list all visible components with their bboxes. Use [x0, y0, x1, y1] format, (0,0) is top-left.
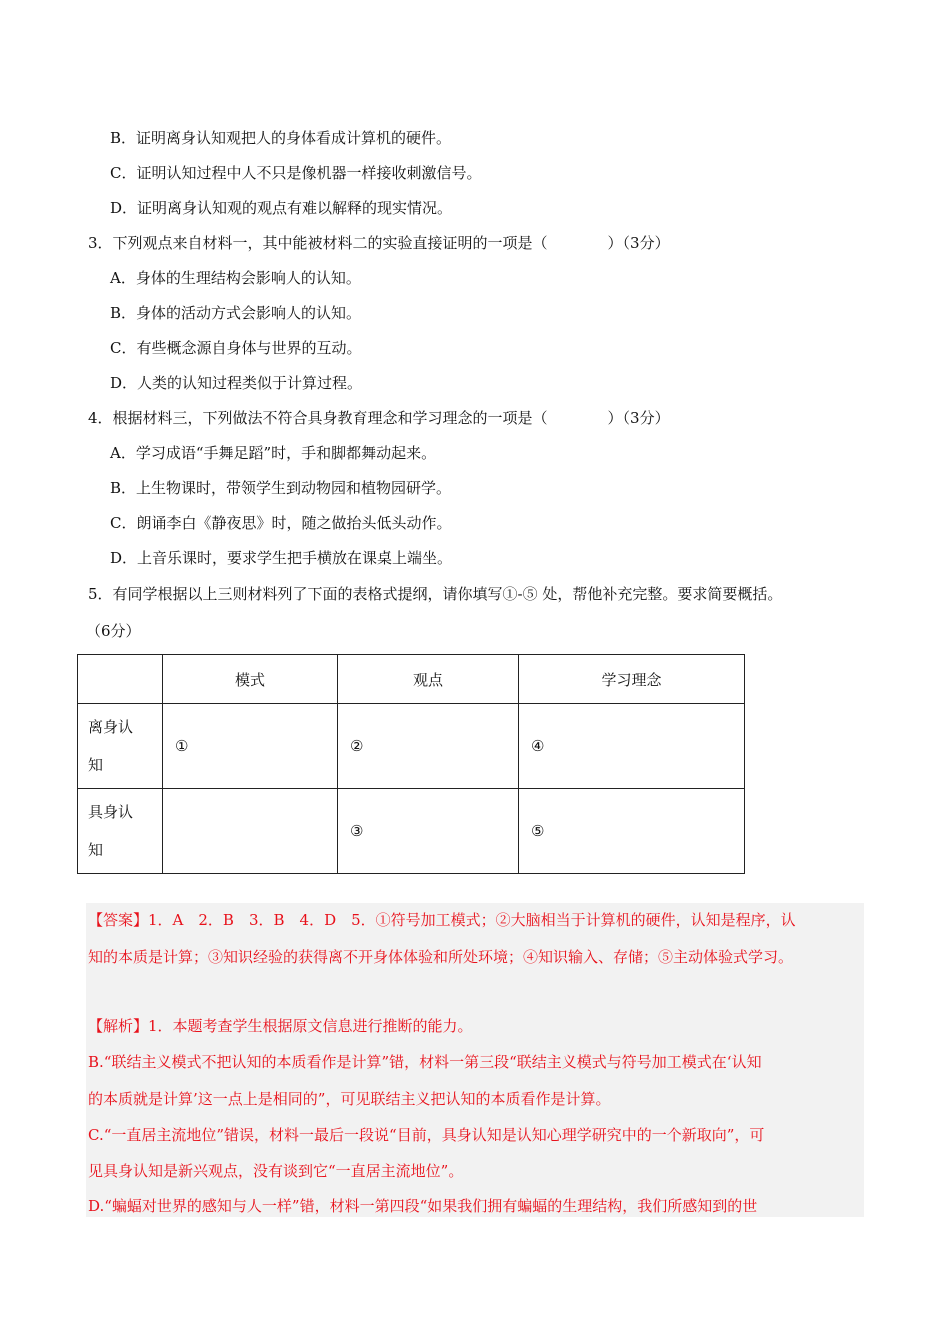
analysis-line-6: D.“蝙蝠对世界的感知与人一样”错，材料一第四段“如果我们拥有蝙蝠的生理结构，我们所感知到的世	[88, 1197, 758, 1215]
answer-line-2: 知的本质是计算；③知识经验的获得离不开身体体验和所处环境；④知识输入、存储；⑤主动体验式学习。	[88, 948, 794, 966]
table-header-row	[78, 655, 745, 704]
analysis-line-5: 见具身认知是新兴观点，没有谈到它“一直居主流地位”。	[88, 1162, 464, 1180]
q5-stem: 5．有同学根据以上三则材料列了下面的表格式提纲，请你填写①-⑤ 处，帮他补充完整。要求简要概括。	[88, 585, 783, 603]
table-row	[78, 789, 745, 874]
table-header-cell: 学习理念	[519, 655, 745, 704]
table-header-cell: 观点	[338, 655, 519, 704]
q3-stem: 3．下列观点来自材料一，其中能被材料二的实验直接证明的一项是（ ）（3分）	[88, 234, 670, 252]
q2-option-c: C．证明认知过程中人不只是像机器一样接收刺激信号。	[110, 164, 482, 182]
q2-option-d: D．证明离身认知观的观点有难以解释的现实情况。	[110, 199, 453, 217]
q4-option-a: A．学习成语“手舞足蹈”时，手和脚都舞动起来。	[110, 444, 437, 462]
table-cell: ①	[163, 704, 338, 789]
q4-option-c: C．朗诵李白《静夜思》时，随之做抬头低头动作。	[110, 514, 452, 532]
q3-option-d: D．人类的认知过程类似于计算过程。	[110, 374, 363, 392]
table-cell: ⑤	[519, 789, 745, 874]
table-cell: ③	[338, 789, 519, 874]
q4-option-d: D．上音乐课时，要求学生把手横放在课桌上端坐。	[110, 549, 453, 567]
table-cell	[163, 789, 338, 874]
q3-option-c: C．有些概念源自身体与世界的互动。	[110, 339, 362, 357]
answer-line-1: 【答案】1．A 2．B 3．B 4．D 5．①符号加工模式；②大脑相当于计算机的硬件，认知是程序，认	[88, 911, 796, 929]
table-cell: ②	[338, 704, 519, 789]
q3-option-b: B．身体的活动方式会影响人的认知。	[110, 304, 362, 322]
row-label: 具身认 知	[78, 789, 163, 874]
q5-points: （6分）	[86, 622, 141, 640]
outline-table	[77, 654, 745, 874]
q3-option-a: A．身体的生理结构会影响人的认知。	[110, 269, 361, 287]
q4-stem: 4．根据材料三，下列做法不符合具身教育理念和学习理念的一项是（ ）（3分）	[88, 409, 670, 427]
table-header-cell: 模式	[163, 655, 338, 704]
row-label: 离身认 知	[78, 704, 163, 789]
q2-option-b: B．证明离身认知观把人的身体看成计算机的硬件。	[110, 129, 452, 147]
analysis-line-4: C.“一直居主流地位”错误，材料一最后一段说“目前，具身认知是认知心理学研究中的一个新取向”，可	[88, 1126, 765, 1144]
table-header-cell	[78, 655, 163, 704]
table-row	[78, 704, 745, 789]
table-cell: ④	[519, 704, 745, 789]
q4-option-b: B．上生物课时，带领学生到动物园和植物园研学。	[110, 479, 452, 497]
analysis-line-3: 的本质就是计算’这一点上是相同的”，可见联结主义把认知的本质看作是计算。	[88, 1090, 611, 1108]
analysis-line-1: 【解析】1．本题考查学生根据原文信息进行推断的能力。	[88, 1017, 473, 1035]
analysis-line-2: B.“联结主义模式不把认知的本质看作是计算”错，材料一第三段“联结主义模式与符号加工模式在‘认知	[88, 1053, 762, 1071]
